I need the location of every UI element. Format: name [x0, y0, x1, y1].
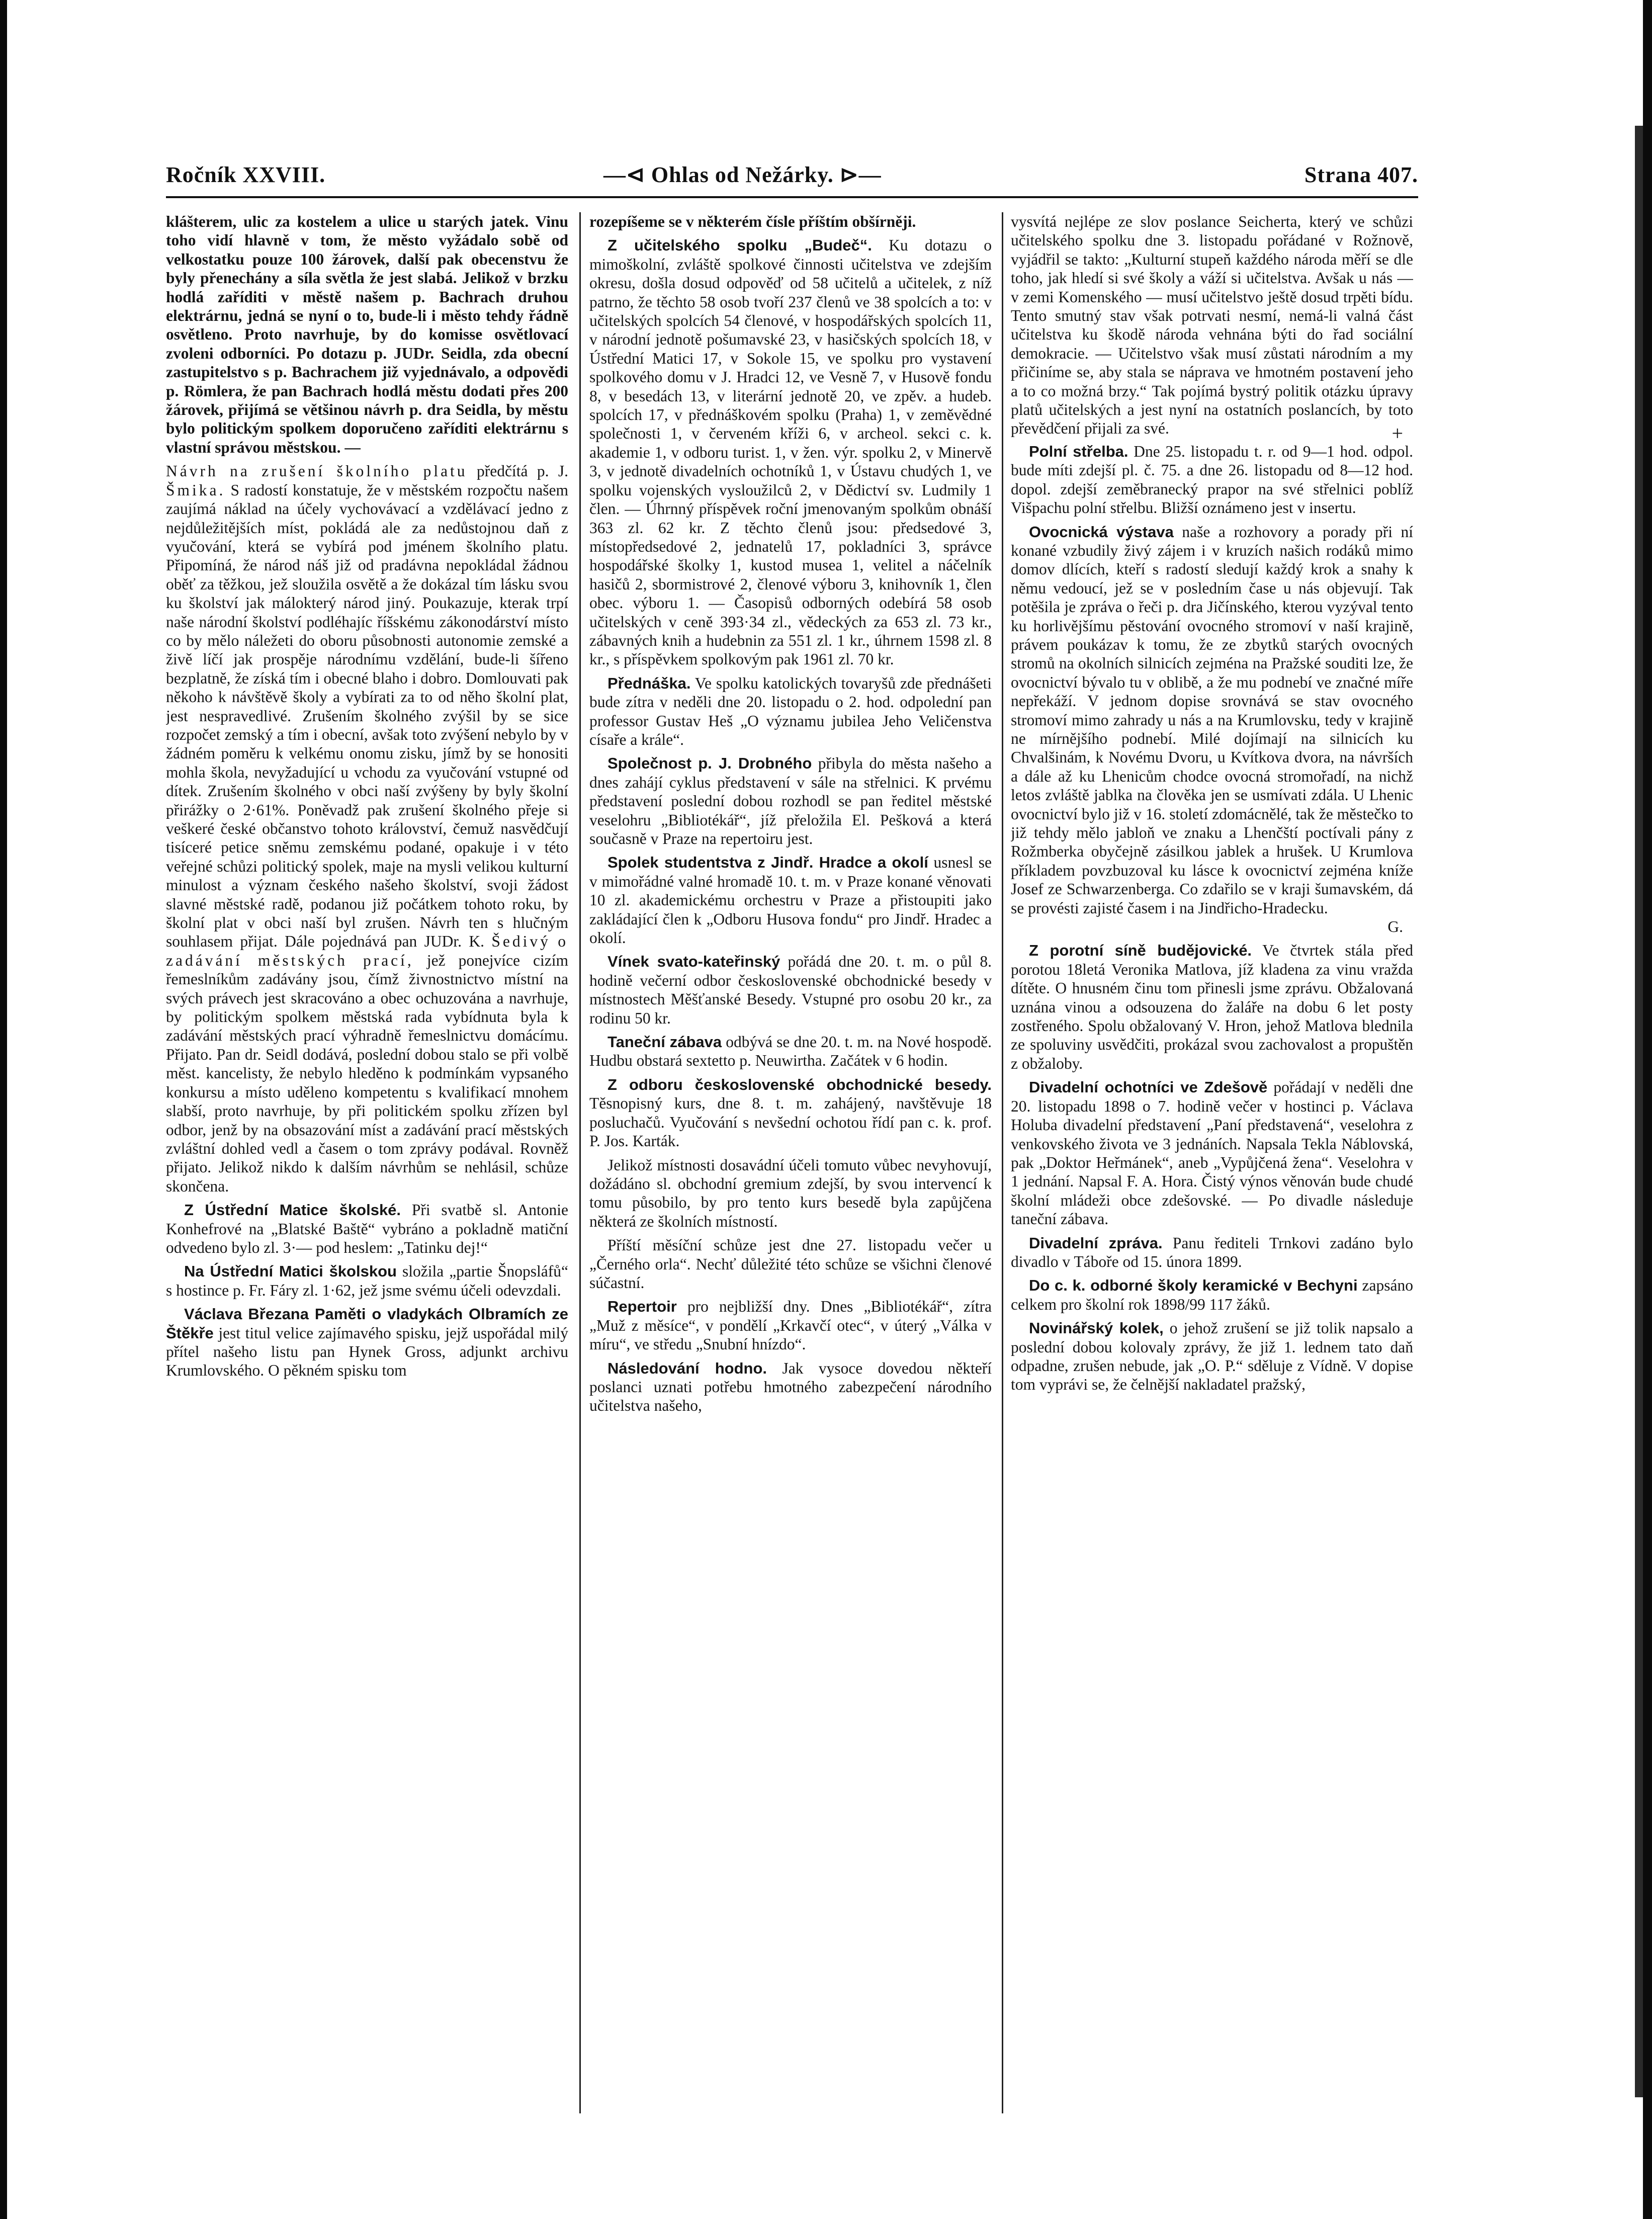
article-lead: Repertoir — [607, 1298, 677, 1316]
article-lead: Z porotní síně budějovické. — [1029, 942, 1252, 960]
article-paragraph: Novinářský kolek, o jehož zrušení se již tolik napsalo a poslední dobou kolovaly zprávy, že již 1. lednem tato daň odpadne, zrušen nebude, jak „O. P.“ sděluje z Vídně. V dopise tom vyprávi se, že čelnější nakladatel pražský, — [1011, 1319, 1413, 1394]
article-text: vysvítá nejlépe ze slov poslance Seicherta, který ve schůzi učitelského spolku dne 3. listopadu pořádané v Rožnově, vyjádřil se takto: „Kulturní stupeň každého národa měří se dle toho, jak hledí si své školy a váží si učitelstva. Avšak u nás — v zemi Komenského — musí učitelstvo ještě dosud trpěti bídu. Tento smutný stav však potrvati nesmí, nemá-li valná část učitelstva ku škodě národa vehnána býti do řad sociální demokracie. — Učitelstvo však musí zůstati národním a my přičiníme se, aby stala se náprava ve hmotném postavení jeho a to co možná brzy.“ Tak pojímá bystrý politik otázku úpravy platů učitelských a jest nyní na ostatních poslancích, by toto převědčení přijali za své. — [1011, 213, 1413, 438]
article-paragraph: Do c. k. odborné školy keramické v Bechyni zapsáno celkem pro školní rok 1898/99 117 žáků. — [1011, 1276, 1413, 1313]
column-divider — [1002, 212, 1003, 2113]
article-text: Návrh na zrušení školního platu předčítá p. J. Šmika. S radostí konstatuje, že v městském rozpočtu našem zaujímá náklad na účely vychovávací a vzdělávací jedno z nejdůležitějších míst, pokládá ale za nedůstojnou daň z vyučování, která se vybírá pod jménem školního platu. Připomíná, že národ náš již od pradávna nepokládal žádnou oběť za těžkou, jež sloužila osvětě a že dokázal tím lásku svou ku školství jak málokterý národ jiný. Poukazuje, kterak trpí naše národní školství podléhajíc říšskému zákonodárství místo co by mělo náležeti do oboru působnosti autonomie zemské a živě líčí jak prospěje národnímu vzdělání, bude-li šířeno bezplatně, že získá tím i obecné blaho i dobro. Domlouvati pak někoho k návštěvě školy a vybírati za to od něho školní plat, jest nespravedlivé. Zrušením školného zvýšil by se sice rozpočet zemský a tím i obecní, avšak toto zvýšení nebylo by v žádném poměru k velkému onomu zisku, jímž by se honositi mohla škola, nevyžadující u vchodu za vyučování vstupné od dítek. Zrušením školného v obci naší zvýšeny by byly školní přirážky o 2·61%. Poněvadž pak zrušení školného přeje si veškeré české občanstvo tohoto království, čemuž nasvědčují tisíceré petice sněmu zemskému podané, opakuje i v této veřejné schůzi politický spolek, maje na mysli velikou kulturní minulost a význam českého našeho školství, svoji žádost slavné městské radě, podanou již počátkem tohoto roku, by školní plat v obci naší byl zrušen. Návrh ten s hlučným souhlasem přijat. Dále pojednává pan JUDr. K. Šedivý o zadávání městských prací, jež ponejvíce cizím řemeslníkům zadávány jsou, čímž živnostnictvo místní na svých právech jest skracováno a obec ochuzována a navrhuje, by politickým spolkem městská rada vybídnuta byla k zadávání městských prací výhradně řemeslnictvu domácímu. Přijato. Pan dr. Seidl dodává, poslední dobou stalo se při volbě měst. kancelisty, že nebylo hleděno k podmínkám vypsaného konkursu a místo uděleno kompetentu s kvalifikací mnohem slabší, proto navrhuje, by při politickém spolku zřízen byl odbor, jenž by na obsazování míst a zadávání prací městských zvláštní dohled vedl a časem o tom zprávy podával. Rovněž přijato. Jelikož nikdo k dalším návrhům se nehlásil, schůze skončena. — [166, 462, 568, 1195]
column-3 — [1011, 212, 1413, 2113]
article-lead: Divadelní ochotníci ve Zdešově — [1029, 1078, 1268, 1096]
article-lead: Z odboru československé obchodnické besedy. — [607, 1075, 992, 1093]
article-paragraph: Vínek svato-kateřinský pořádá dne 20. t. m. o půl 8. hodině večerní odbor československé obchodnické besedy v místnostech Měšťanské Besedy. Vstupné pro osobu 20 kr., za rodinu 50 kr. — [589, 953, 992, 1027]
article-paragraph: Václava Březana Paměti o vladykách Olbramích ze Štěkře jest titul velice zajímavého spisku, jejž uspořádal milý přítel našeho listu pan Hynek Gross, adjunkt archivu Krumlovského. O pěkném spisku tom — [166, 1305, 568, 1380]
article-paragraph: Ovocnická výstava naše a rozhovory a porady při ní konané vzbudily živý zájem i v kruzích našich rodáků mimo domov dlících, kteří s radostí sledují každý krok a snahy k němu vedoucí, jež se v posledním čase u nás objevují. Tak potěšila je zpráva o řeči p. dra Jičínského, kterou vyzýval tento ku horlivějšímu pěstování ovocného stromoví v naší krajině, právem poukázav k tomu, že ze zbytků starých ovocných stromů na okolních silnicích zejména na Pražské souditi lze, že ovocnictví bývalo tu v oblibě, a že mu podnebí ve značné míře nepřekáží. V jednom dopise srovnává se stav ovocného stromoví mimo zahrady u nás a na Krumlovsku, tedy v krajině ne mírnějšího podnebí. Milé dojímají na silnicích ku Chvalšinám, k Novému Dvoru, u Kvítkova dvora, na návrších a dále až ku Lhenicům chodce ovocná stromořadí, na nichž letos zvláště jablka na člověka jen se usmívati zdála. U Lhenic ovocnictví bylo již v 16. století zdomácnělé, tak že městečko to již tehdy mělo jabloň ve znaku a Lhenčští poctívali pány z Rožmberka obyčejně zásilkou jablek a hrušek. U Krumlova příkladem povzbuzoval ku lásce k ovocnictví zejména kníže Josef ze Schwarzenberga. Co zdařilo se v kraji šumavském, dá se provésti zajisté časem i na Jindřicho-Hradecku. G. — [1011, 523, 1413, 936]
article-paragraph: Divadelní ochotníci ve Zdešově pořádají v neděli dne 20. listopadu 1898 o 7. hodině večer v hostinci p. Václava Holuba divadelní představení „Paní představená“, veselohra z venkovského života ve 3 jednáních. Napsala Tekla Náblovská, pak „Doktor Heřmánek“, aneb „Vypůjčená žena“. Veselohra v 1 jednání. Napsal F. A. Hora. Čistý výnos věnován bude chudé školní mládeži obce zdešovské. — Po divadle následuje taneční zábava. — [1011, 1078, 1413, 1228]
article-lead: Ovocnická výstava — [1029, 523, 1174, 541]
page-number: Strana 407. — [1304, 162, 1418, 187]
article-text: rozepíšeme se v některém čísle příštím obšírněji. — [589, 213, 916, 230]
article-lead: Přednáška. — [607, 674, 691, 692]
volume-label: Ročník XXVIII. — [166, 162, 326, 187]
article-paragraph: Spolek studentstva z Jindř. Hradce a okolí usnesl se v mimořádné valné hromadě 10. t. m. v Praze konané věnovati 10 zl. akademickému orchestru v Praze a přistoupiti jako zakládající člen k „Odboru Husova fondu“ pro Jindř. Hradec a okolí. — [589, 854, 992, 947]
running-header — [166, 160, 1418, 188]
author-signature: G. — [1387, 918, 1403, 936]
column-divider — [579, 212, 581, 2113]
scan-edge-shadow — [1635, 126, 1643, 2097]
article-text: Příští měsíční schůze jest dne 27. listopadu večer u „Černého orla“. Nechť důležité této schůze se všichni členové súčastní. — [589, 1236, 992, 1292]
article-paragraph: Na Ústřední Matici školskou složila „partie Šnopsláfů“ s hostince p. Fr. Fáry zl. 1·62, jež jsme svému účeli odevzdali. — [166, 1262, 568, 1299]
article-paragraph: Divadelní zpráva. Panu řediteli Trnkovi zadáno bylo divadlo v Táboře od 15. února 1899. — [1011, 1234, 1413, 1270]
newspaper-page — [166, 160, 1418, 2121]
article-paragraph: Přednáška. Ve spolku katolických tovaryšů zde přednášeti bude zítra v neděli dne 20. listopadu o 2. hod. odpolední pan professor Gustav Heš „O významu jubilea Jeho Veličenstva císaře a krále“. — [589, 674, 992, 748]
article-paragraph: Polní střelba. Dne 25. listopadu t. r. od 9—1 hod. odpol. bude míti zdejší pl. č. 75. a dne 26. listopadu od 8—12 hod. dopol. zdejší zeměbranecký prapor na své střelnici poblíž Višpachu polní střelbu. Bližší oznámeno jest v insertu. — [1011, 442, 1413, 517]
article-paragraph: Z učitelského spolku „Budeč“. Ku dotazu o mimoškolní, zvláště spolkové činnosti učitelstva ve zdejším okresu, došla dosud odpověď od 58 učitelů a učitelek, z níž patrno, že těchto 58 osob tvoří 237 členů ve 38 spolcích a to: v učitelských spolcích 54 členové, v hospodářských spolcích 11, v národní jednotě pošumavské 23, v hasičských spolcích 18, v Ústřední Matici 17, v Sokole 15, ve spolku pro vystavení spolkového domu v J. Hradci 12, ve Vesně 7, v Husově fondu 8, v besedách 13, v literární jednotě 20, ve zpěv. a hudeb. spolcích 17, v přednáškovém spolku (Praha) 1, v zeměvědné společnosti 1, v červeném kříži 6, v archeol. sekci c. k. akademie 1, v odboru turist. 1, v žen. výr. spolku 2, v Minervě 3, v jednotě divadelních ochotníků 1, v Ústavu chudých 1, ve spolku vojenských vysloužilců 2, v Dědictví sv. Ludmily 1 člen. — Úhrnný příspěvek roční jmenovaným spolkům obnáší 363 zl. 62 kr. Z těchto členů jsou: předsedové 3, místopředsedové 2, jednatelů 17, pokladníci 3, správce hospodářské školky 1, kustod musea 1, velitel a náčelník hasičů 2, sbormistrové 2, členové výboru 3, knihovník 1, člen obec. výboru 1. — Časopisů odborných odebírá 58 osob učitelských v ceně 393·34 zl., vědeckých za 653 zl. 73 kr., zábavných knih a hudebnin za 551 zl. 1 kr., úhrnem 1598 zl. 8 kr., s příspěvkem spolkovým pak 1961 zl. 70 kr. — [589, 236, 992, 668]
article-lead: Taneční zábava — [607, 1033, 722, 1051]
article-paragraph: Z odboru československé obchodnické besedy. Těsnopisný kurs, dne 8. t. m. zahájený, navštěvuje 18 posluchačů. Vyučování s nevšední ochotou řídí pan c. k. prof. P. Jos. Karták. — [589, 1075, 992, 1150]
article-lead: Z učitelského spolku „Budeč“. — [607, 236, 872, 254]
column-2 — [589, 212, 992, 2113]
scan-edge-right — [1643, 0, 1652, 2219]
journal-title: —⊲ Ohlas od Nežárky. ⊳— — [603, 162, 882, 187]
article-lead: Vínek svato-kateřinský — [607, 953, 780, 971]
article-lead: Na Ústřední Matici školskou — [184, 1262, 397, 1281]
article-lead: Z Ústřední Matice školské. — [184, 1201, 401, 1219]
article-lead: Polní střelba. — [1029, 442, 1128, 460]
header-rule — [166, 196, 1418, 198]
article-paragraph: Taneční zábava odbývá se dne 20. t. m. na Nové hospodě. Hudbu obstará sextetto p. Neuwirtha. Začátek v 6 hodin. — [589, 1033, 992, 1070]
article-text: klášterem, ulic za kostelem a ulice u starých jatek. Vinu toho vidí hlavně v tom, že město vyžádalo sobě od velkostatku pouze 100 žárovek, další pak obecenstvu že byly přenechány a síla světla že jest slabá. Jelikož v brzku hodlá zaříditi v městě našem p. Bachrach druhou elektrárnu, jedná se nyní o to, bude-li i město tehdy řádně osvětleno. Proto navrhuje, by do komisse osvětlovací zvoleni odborníci. Po dotazu p. JUDr. Seidla, zda obecní zastupitelstvo s p. Bachrachem již vyjednávalo, a odpovědi p. Römlera, že pan Bachrach hodlá městu dodati přes 200 žárovek, přijímá se většinou návrh p. dra Seidla, by městu bylo politickým spolkem doporučeno zaříditi elektrárnu s vlastní správou městskou. — — [166, 213, 568, 456]
article-text: Jelikož místnosti dosavádní účeli tomuto vůbec nevyhovují, dožádáno sl. obchodní gremium zdejší, by svou intervencí k tomu působilo, by pro tento kurs besedě byla zapůjčena některá ze školních místností. — [589, 1156, 992, 1230]
article-lead: Do c. k. odborné školy keramické v Bechyni — [1029, 1276, 1358, 1295]
article-paragraph: Následování hodno. Jak vysoce dovedou někteří poslanci uznati potřebu hmotného zabezpečení národního učitelstva našeho, — [589, 1359, 992, 1415]
article-lead: Divadelní zpráva. — [1029, 1234, 1163, 1252]
article-lead: Novinářský kolek, — [1029, 1319, 1164, 1337]
article-lead: Společnost p. J. Drobného — [607, 754, 812, 773]
article-paragraph: Repertoir pro nejbližší dny. Dnes „Bibliotékář“, zítra „Muž z měsíce“, v pondělí „Krkavčí otec“, v úterý „Válka v míru“, ve středu „Snubní hnízdo“. — [589, 1298, 992, 1353]
article-lead: Následování hodno. — [607, 1359, 767, 1377]
article-paragraph: Z porotní síně budějovické. Ve čtvrtek stála před porotou 18letá Veronika Matlova, jíž kladena za vinu vražda dítěte. O hnusném činu tom přinesli jsme zprávu. Obžalovaná uznána vinou a odsouzena do žaláře na dobu 6 let posty zostřeného. Spolu obžalovaný V. Hron, jehož Matlova blednila ze spoluviny usvědčiti, prokázal svou zachovalost a propuštěn z obžaloby. — [1011, 942, 1413, 1072]
article-lead: Spolek studentstva z Jindř. Hradce a okolí — [607, 854, 928, 872]
article-paragraph: Z Ústřední Matice školské. Při svatbě sl. Antonie Konhefrové na „Blatské Baště“ vybráno a pokladně matiční odvedeno bylo zl. 3·— pod heslem: „Tatinku dej!“ — [166, 1201, 568, 1256]
article-paragraph: Společnost p. J. Drobného přibyla do města našeho a dnes zahájí cyklus představení v sále na střelnici. K prvému představení poslední dobou rozhodl se pan ředitel městské veselohru „Bibliotékář“, jíž přeložila El. Pešková a která současně v Praze na repertoiru jest. — [589, 754, 992, 847]
scan-edge-left — [0, 0, 7, 2219]
column-1 — [166, 212, 568, 2113]
article-lead: Václava Březana Paměti o vladykách Olbramích ze Štěkře — [166, 1305, 568, 1342]
author-mark: + — [1392, 421, 1403, 445]
